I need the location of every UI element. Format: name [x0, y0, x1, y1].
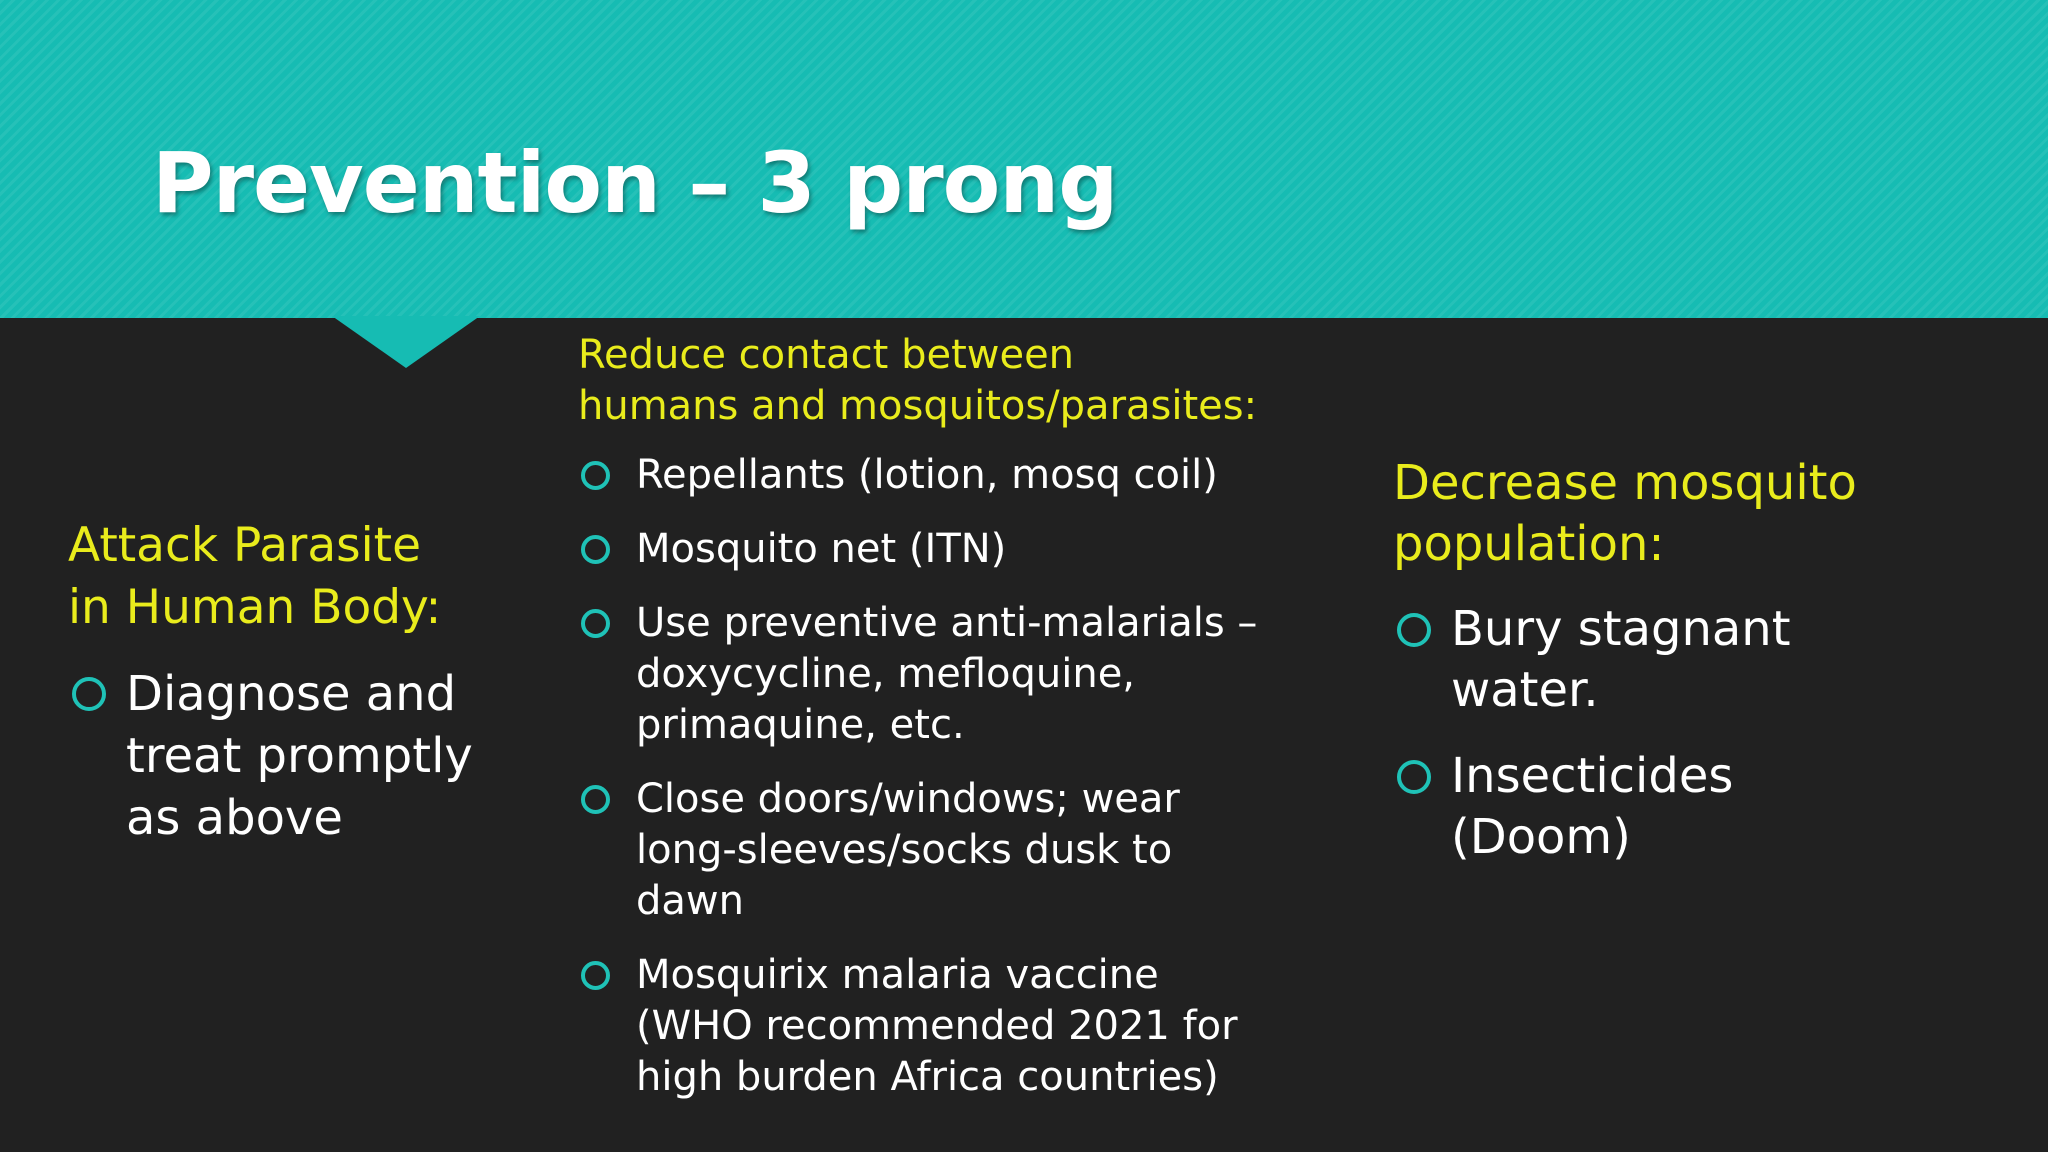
heading-line: in Human Body: [68, 580, 442, 635]
circle-bullet-icon [1397, 760, 1431, 794]
bullet-line: dawn [636, 878, 744, 924]
list-item [68, 663, 508, 849]
bullet-line: primaquine, etc. [636, 702, 965, 748]
heading-line: Decrease mosquito [1393, 455, 1857, 511]
circle-bullet-icon [581, 461, 610, 490]
bullet-list [1393, 599, 2013, 868]
heading-line: humans and mosquitos/parasites: [578, 383, 1258, 429]
list-item [1393, 746, 2013, 868]
list-item [578, 524, 1318, 575]
circle-bullet-icon [581, 609, 610, 638]
bullet-line: Mosquirix malaria vaccine [636, 952, 1159, 998]
slide-title: Prevention – 3 prong [152, 134, 1118, 232]
list-item [578, 950, 1318, 1103]
bullet-line: treat promptly [126, 728, 473, 784]
bullet-line: Diagnose and [126, 666, 457, 722]
list-item [1393, 599, 2013, 721]
column-attack-parasite [68, 515, 508, 849]
bullet-line: Insecticides [1451, 748, 1734, 804]
bullet-list [68, 663, 508, 849]
bullet-line: (Doom) [1451, 809, 1631, 865]
list-item [578, 450, 1318, 501]
bullet-line: (WHO recommended 2021 for [636, 1003, 1238, 1049]
column-heading [578, 330, 1318, 432]
bullet-line: Close doors/windows; wear [636, 776, 1180, 822]
column-heading [68, 515, 508, 639]
circle-bullet-icon [1397, 613, 1431, 647]
bullet-line: high burden Africa countries) [636, 1054, 1219, 1100]
list-item [578, 598, 1318, 751]
column-reduce-contact [578, 330, 1318, 1126]
header-notch [332, 316, 480, 368]
heading-line: population: [1393, 516, 1665, 572]
bullet-line: Repellants (lotion, mosq coil) [636, 452, 1218, 498]
heading-line: Attack Parasite [68, 518, 422, 573]
list-item [578, 774, 1318, 927]
circle-bullet-icon [581, 535, 610, 564]
column-decrease-mosquito [1393, 453, 2013, 893]
bullet-line: water. [1451, 662, 1599, 718]
circle-bullet-icon [581, 961, 610, 990]
bullet-line: doxycycline, mefloquine, [636, 651, 1136, 697]
circle-bullet-icon [72, 677, 106, 711]
bullet-line: long-sleeves/socks dusk to [636, 827, 1173, 873]
heading-line: Reduce contact between [578, 332, 1075, 378]
bullet-line: Use preventive anti-malarials – [636, 600, 1258, 646]
bullet-line: as above [126, 790, 343, 846]
bullet-line: Bury stagnant [1451, 601, 1791, 657]
bullet-list [578, 450, 1318, 1103]
circle-bullet-icon [581, 785, 610, 814]
column-heading [1393, 453, 2013, 575]
bullet-line: Mosquito net (ITN) [636, 526, 1007, 572]
